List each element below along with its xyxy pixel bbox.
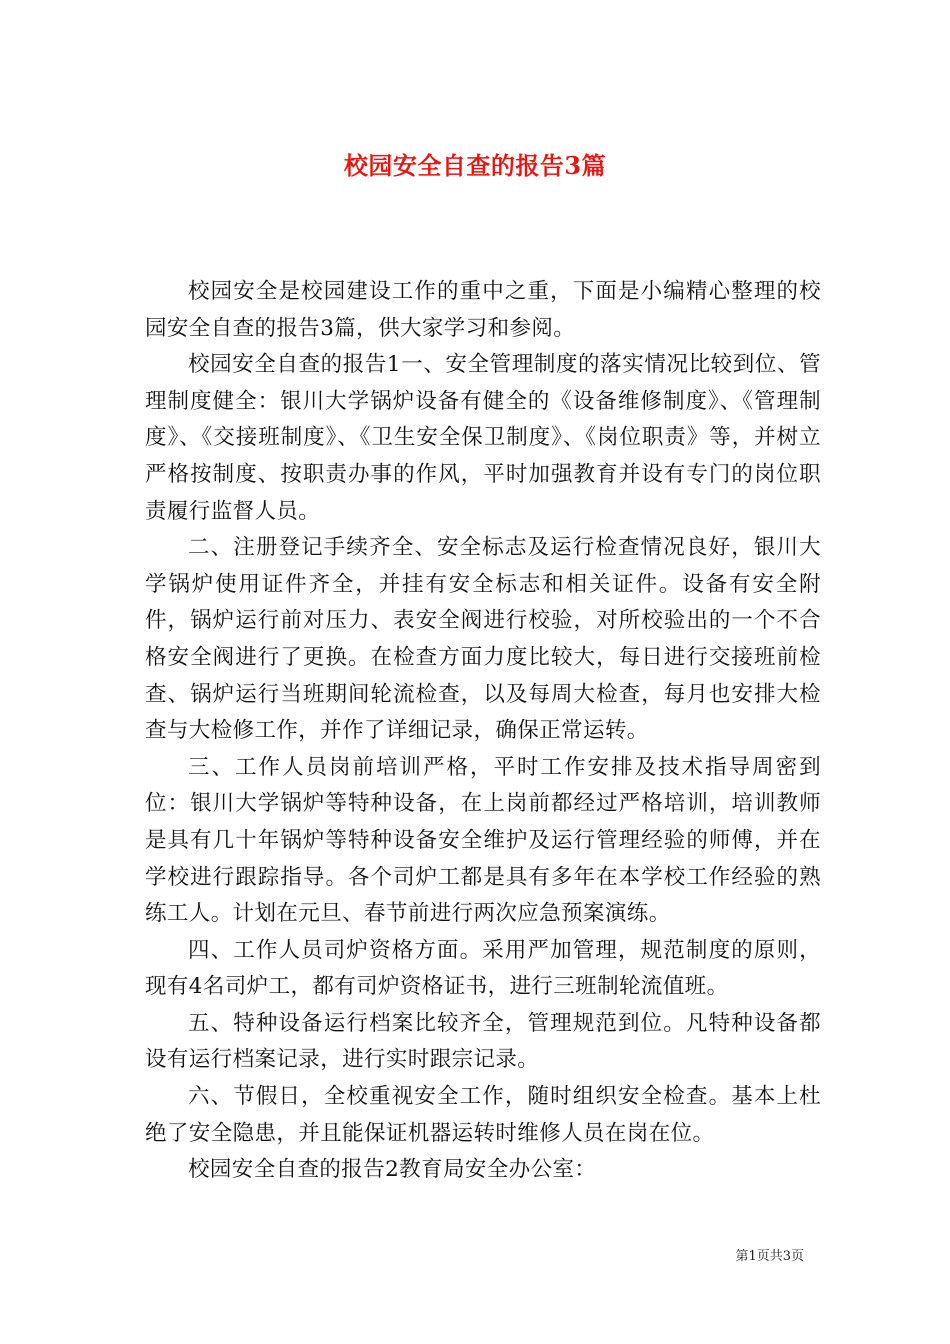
paragraph-report-1-section-1: 校园安全自查的报告1一、安全管理制度的落实情况比较到位、管理制度健全：银川大学锅炉设备有健全的《设备维修制度》、《管理制度》、《交接班制度》、《卫生安全保卫制度》、《岗位职责》等，并树立严格按制度、按职责办事的作风，平时加强教育并设有专门的岗位职责履行监督人员。 (145, 352, 821, 524)
page-title: 校园安全自查的报告3篇 (343, 151, 607, 181)
paragraph-intro: 校园安全是校园建设工作的重中之重，下面是小编精心整理的校园安全自查的报告3篇，供大家学习和参阅。 (145, 279, 821, 341)
paragraph-section-4: 四、工作人员司炉资格方面。采用严加管理，规范制度的原则，现有4名司炉工，都有司炉资格证书，进行三班制轮流值班。 (145, 937, 821, 1000)
document-body (145, 274, 821, 1189)
paragraph-report-2-heading: 校园安全自查的报告2教育局安全办公室： (188, 1157, 597, 1183)
paragraph-section-3: 三、工作人员岗前培训严格，平时工作安排及技术指导周密到位：银川大学锅炉等特种设备，在上岗前都经过严格培训，培训教师是具有几十年锅炉等特种设备安全维护及运行管理经验的师傅，并在学校进行跟踪指导。各个司炉工都是具有多年在本学校工作经验的熟练工人。计划在元旦、春节前进行两次应急预案演练。 (145, 754, 821, 927)
paragraph-section-6: 六、节假日，全校重视安全工作，随时组织安全检查。基本上杜绝了安全隐患，并且能保证机器运转时维修人员在岗在位。 (145, 1084, 821, 1146)
page-number-footer: 第1页共3页 (735, 1249, 804, 1264)
paragraph-section-5: 五、特种设备运行档案比较齐全，管理规范到位。凡特种设备都设有运行档案记录，进行实时跟宗记录。 (145, 1010, 821, 1073)
paragraph-section-2: 二、注册登记手续齐全、安全标志及运行检查情况良好，银川大学锅炉使用证件齐全，并挂有安全标志和相关证件。设备有安全附件，锅炉运行前对压力、表安全阀进行校验，对所校验出的一个不合格安全阀进行了更换。在检查方面力度比较大，每日进行交接班前检查、锅炉运行当班期间轮流检查，以及每周大检查，每月也安排大检查与大检修工作，并作了详细记录，确保正常运转。 (145, 535, 821, 744)
